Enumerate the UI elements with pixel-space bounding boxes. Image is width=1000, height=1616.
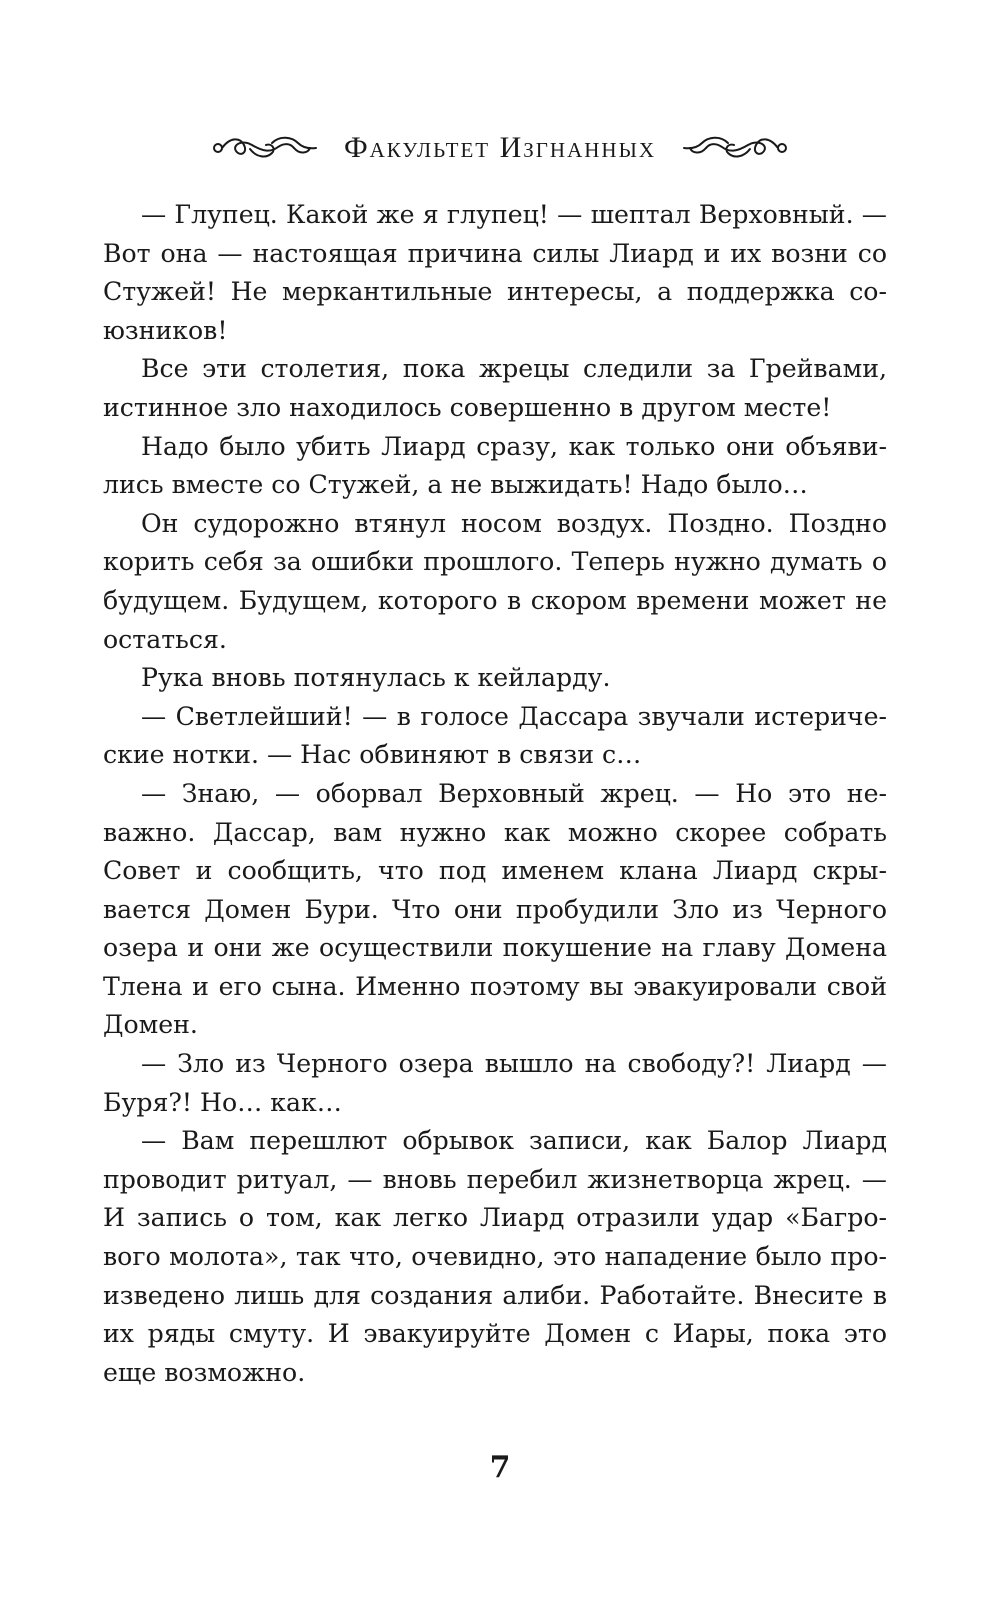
paragraph: Надо было убить Лиард сразу, как только они объявились вместе со Стужей, а не выжидать! Надо было… (103, 431, 887, 500)
body-text (103, 196, 887, 1392)
running-header (0, 128, 1000, 168)
paragraph: — Светлейший! — в голосе Дассара звучали истерические нотки. — Нас обвиняют в связи с… (103, 701, 887, 770)
paragraph: Все эти столетия, пока жрецы следили за Грейвами, истинное зло находилось совершенно в другом месте! (103, 354, 887, 422)
paragraph: — Зло из Черного озера вышло на свободу?! Лиард — Буря?! Но… как… (103, 1049, 887, 1117)
right-flourish-ornament-icon (680, 131, 790, 165)
paragraph: Он судорожно втянул носом воздух. Поздно. Поздно корить себя за ошибки прошлого. Теперь нужно думать о будущем. Будущем, которого в скором времени может не остаться. (103, 508, 887, 654)
paragraph: — Вам перешлют обрывок записи, как Балор Лиард проводит ритуал, — вновь перебил жизнетворца жрец. — И запись о том, как легко Лиард отразили удар «Багрового молота», так что, очевидно, это нападение было произведено лишь для создания алиби. Работайте. Внесите в их ряды смуту. И эвакуируйте Домен с Иары, пока это еще возможно. (103, 1126, 887, 1387)
page-number: 7 (489, 1450, 511, 1485)
paragraph: — Знаю, — оборвал Верховный жрец. — Но это неважно. Дассар, вам нужно как можно скорее собрать Совет и сообщить, что под именем клана Лиард скрывается Домен Бури. Что они пробудили Зло из Черного озера и они же осуществили покушение на главу Домена Тлена и его сына. Именно поэтому вы эвакуировали свой Домен. (103, 778, 887, 1040)
running-head-title: Факультет Изгнанных (343, 131, 657, 164)
paragraph: — Глупец. Какой же я глупец! — шептал Верховный. — Вот она — настоящая причина силы Лиард и их возни со Стужей! Не меркантильные интересы, а поддержка союзников! (103, 200, 887, 345)
left-flourish-ornament-icon (210, 131, 320, 165)
paragraph: Рука вновь потянулась к кейларду. (141, 663, 611, 693)
